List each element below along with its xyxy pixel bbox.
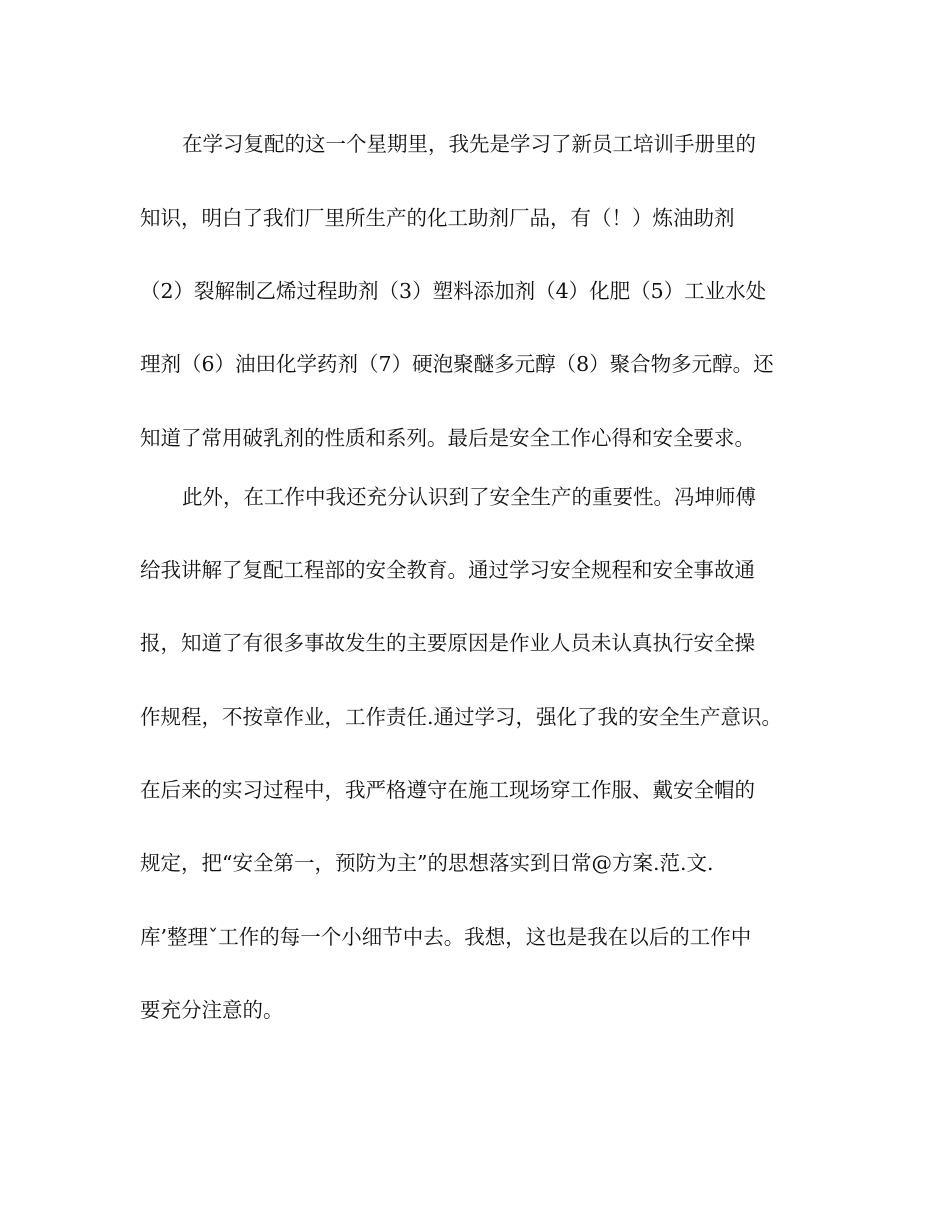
paragraph-2-line-3: 报，知道了有很多事故发生的主要原因是作业人员未认真执行安全操 [140,631,755,655]
paragraph-1-line-1: 在学习复配的这一个星期里，我先是学习了新员工培训手册里的 [182,132,756,156]
paragraph-2-line-2: 给我讲解了复配工程部的安全教育。通过学习安全规程和安全事故通 [140,558,755,582]
paragraph-2-line-5: 在后来的实习过程中，我严格遵守在施工现场穿工作服、戴安全帽的 [140,778,755,802]
paragraph-1-line-3: （2）裂解制乙烯过程助剂（3）塑料添加剂（4）化肥（5）工业水处 [140,279,767,303]
paragraph-1-line-5: 知道了常用破乳剂的性质和系列。最后是安全工作心得和安全要求。 [140,426,755,450]
paragraph-2-line-8: 要充分注意的。 [140,998,284,1022]
paragraph-2-line-6: 规定，把“安全第一，预防为主”的思想落实到日常@方案.范.文. [140,851,714,875]
paragraph-2-line-1: 此外，在工作中我还充分认识到了安全生产的重要性。冯坤师傅 [182,485,756,509]
paragraph-1-line-4: 理剂（6）油田化学药剂（7）硬泡聚醚多元醇（8）聚合物多元醇。还 [140,352,774,376]
paragraph-1-line-2: 知识，明白了我们厂里所生产的化工助剂厂品，有（！）炼油助剂 [140,206,735,230]
paragraph-2-line-4: 作规程，不按章作业，工作责任.通过学习，强化了我的安全生产意识。 [140,705,783,729]
paragraph-2-line-7: 库’整理ˇ工作的每一个小细节中去。我想，这也是我在以后的工作中 [140,925,752,949]
